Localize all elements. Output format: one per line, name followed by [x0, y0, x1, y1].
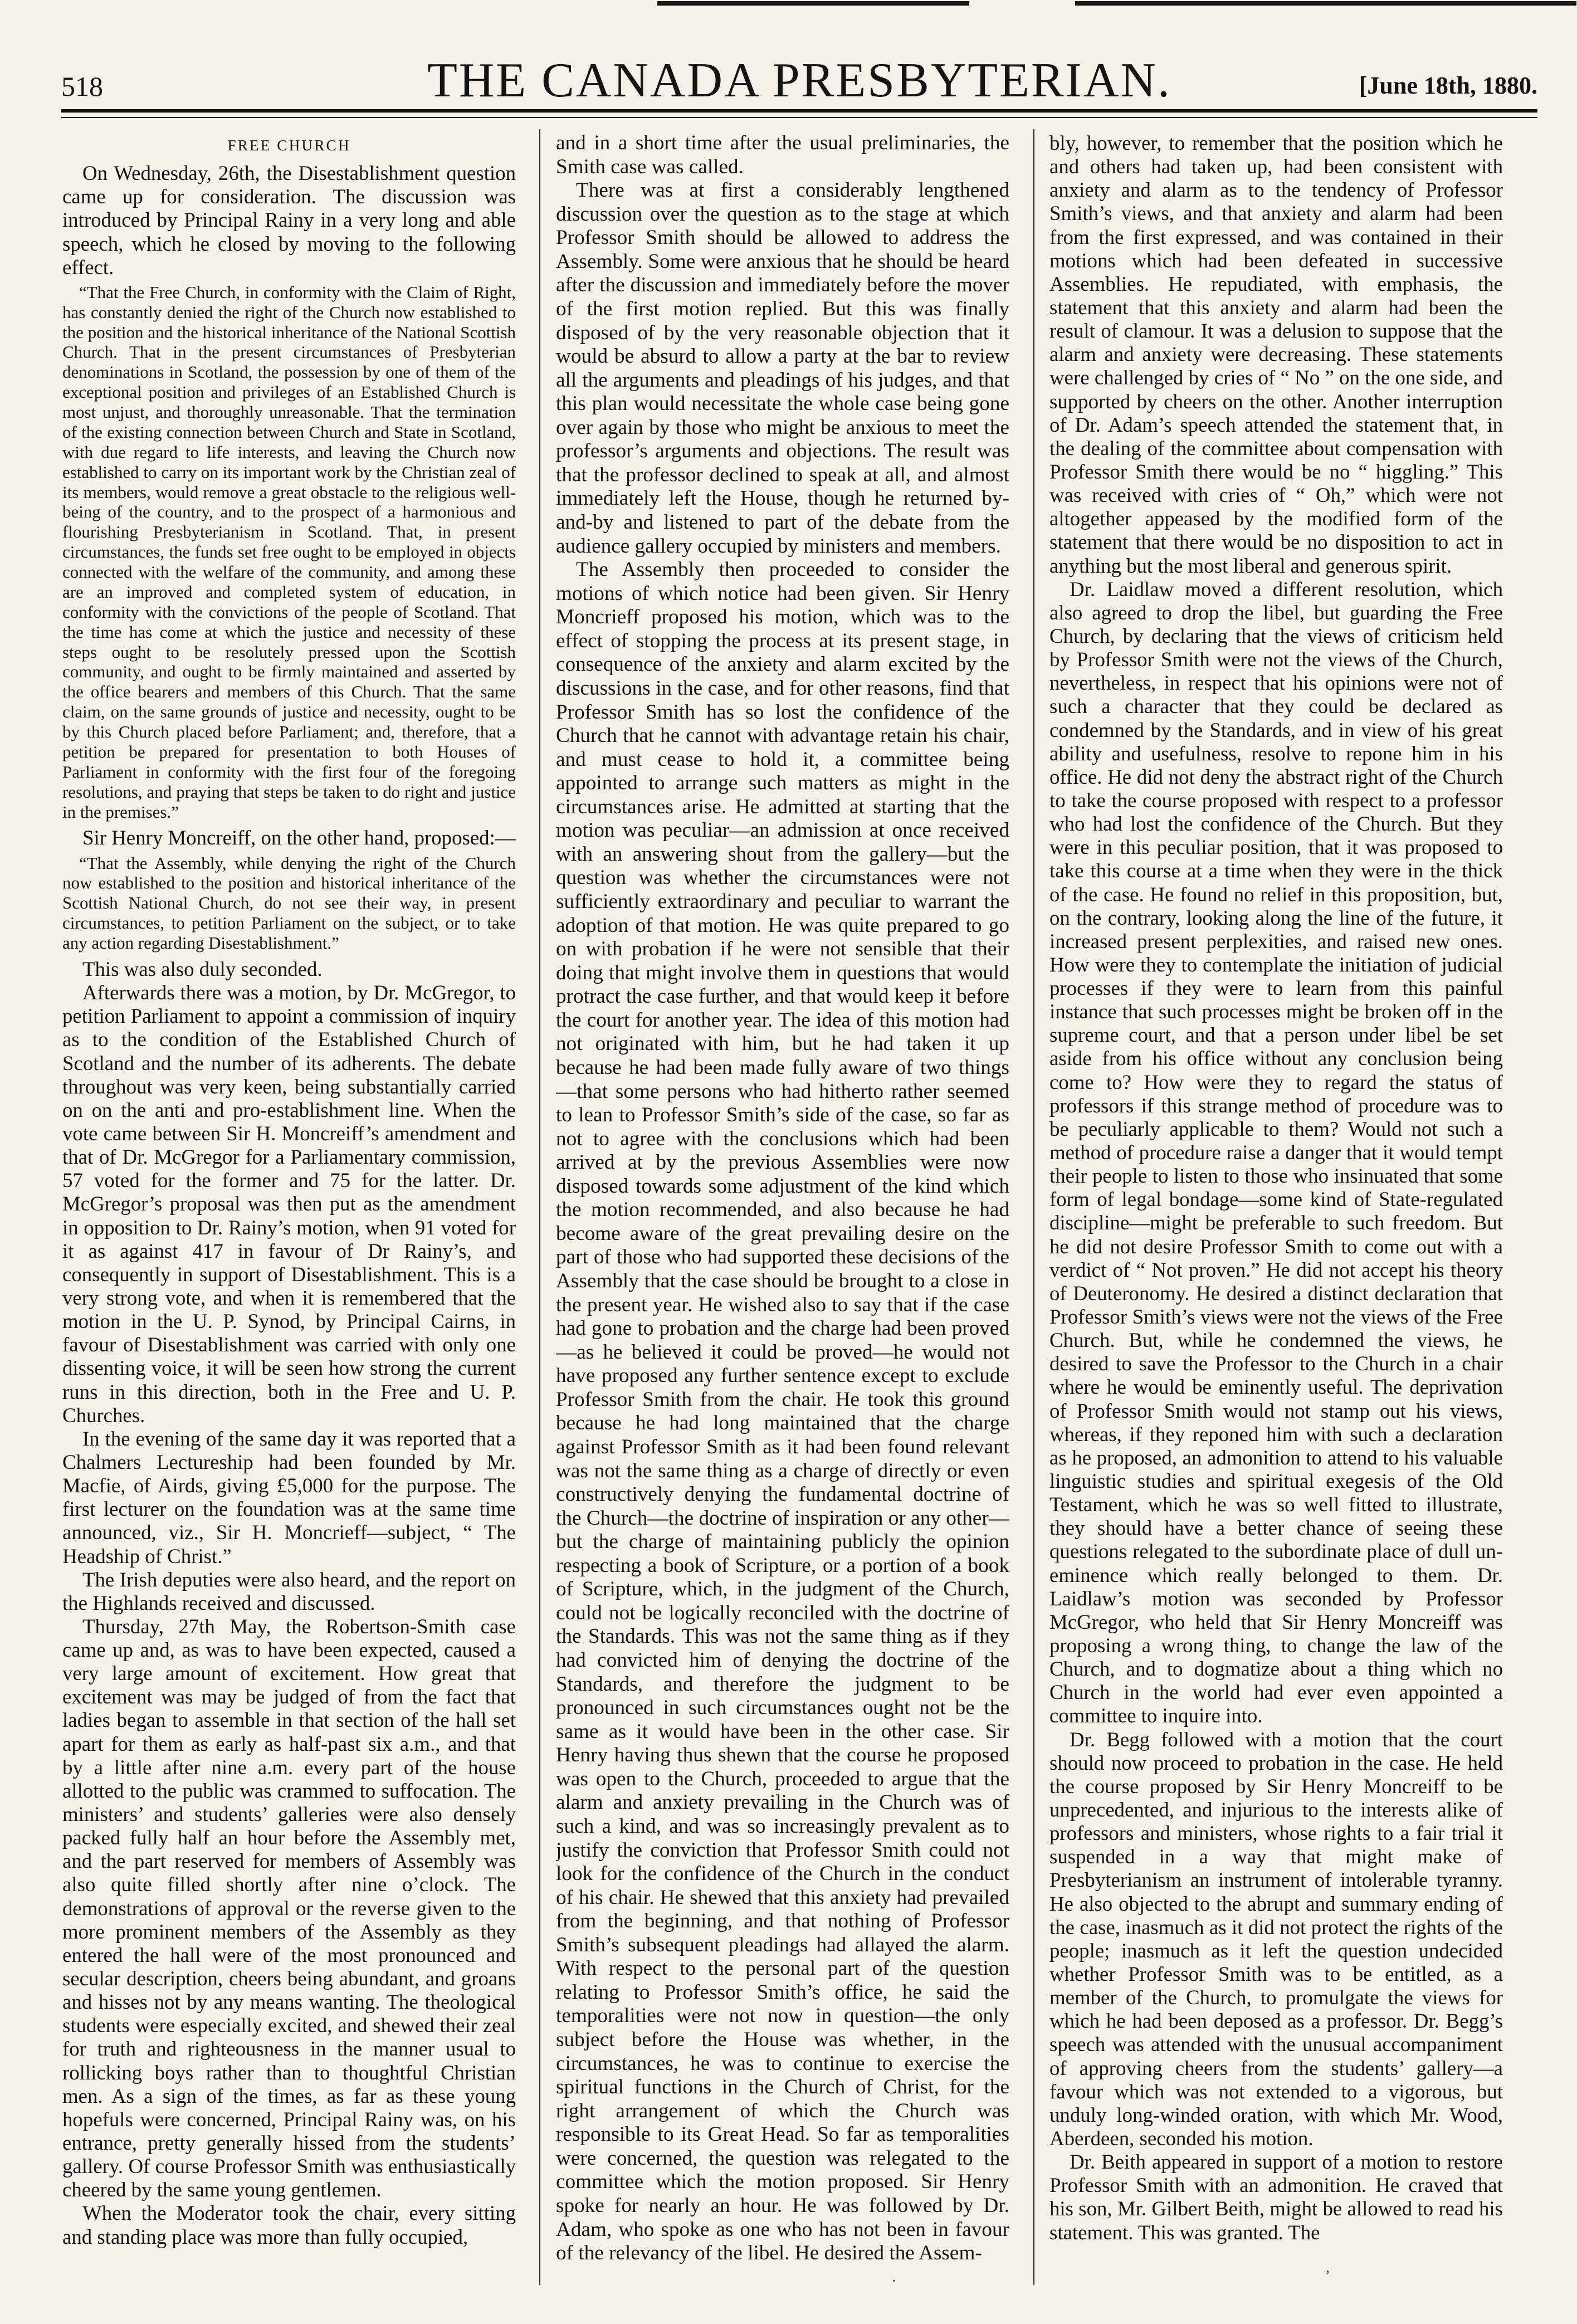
top-edge-mark	[657, 1, 969, 6]
header-rule	[61, 109, 1537, 113]
paragraph: On Wednesday, 26th, the Disestablishment question came up for consideration. The discussion was introduced by Principal Rainy in a very long and able speech, which he closed by moving to the following effect.	[62, 162, 516, 279]
paragraph: bly, however, to remember that the position which he and others had taken up, had been consistent with anxiety and alarm as to the tendency of Professor Smith’s views, and that anxiety and alarm had been from the first expressed, and was contained in their motions which had been defeated in successive Assemblies. He repudiated, with emphasis, the statement that this anxiety and alarm had been the result of clamour. It was a delusion to suppose that the alarm and anxiety were decreasing. These statements were challenged by cries of “ No ” on the one side, and supported by cheers on the other. Another interruption of Dr. Adam’s speech attended the statement that, in the dealing of the committee about compensation with Professor Smith there would be no “ higgling.” This was received with cries of “ Oh,” which were not altogether appeased by the modified form of the statement that there would be no disposition to act in anything but the most liberal and generous spirit.	[1049, 131, 1503, 577]
paragraph: Sir Henry Moncreiff, on the other hand, proposed:—	[82, 826, 516, 849]
top-edge-band	[0, 0, 1577, 9]
page-number: 518	[61, 71, 103, 102]
paragraph: Dr. Beith appeared in support of a motion to restore Professor Smith with an admonition. He craved that his son, Mr. Gilbert Beith, might be allowed to read his statement. This was granted. The	[1049, 2150, 1503, 2244]
issue-date: [June 18th, 1880.	[1359, 72, 1537, 99]
column-divider	[539, 129, 540, 2285]
page-header	[61, 48, 1537, 108]
paragraph: Dr. Laidlaw moved a different resolution, which also agreed to drop the libel, but guarding the Free Church, by declaring that the views of criticism held by Professor Smith were not the views of the Church, nevertheless, in respect that his opinions were not of such a character that they could be declared as condemned by the Standards, and in view of his great ability and usefulness, resolve to repone him in his office. He did not deny the abstract right of the Church to take the course proposed with respect to a professor who had lost the confidence of the Church. But they were in this peculiar position, that it was proposed to take this course at a time when they were in the thick of the case. He found no relief in this proposition, but, on the contrary, looking along the line of the future, it increased present perplexities, and raised new ones. How were they to contemplate the initiation of judicial processes if they were to learn from this painful instance that such processes might be broken off in the supreme court, and that a person under libel be set aside from his office without any conclusion being come to? How were they to regard the status of professors if this strange method of procedure was to be peculiarly applicable to them? Would not such a method of procedure raise a danger that it would tempt their people to listen to those who insinuated that some form of legal bondage—some kind of State-regulated discipline—might be preferable to such freedom. But he did not desire Professor Smith to come out with a verdict of “ Not proven.” He did not accept his theory of Deuteronomy. He desired a distinct declaration that Professor Smith’s views were not the views of the Free Church. But, while he condemned the views, he desired to save the Professor to the Church in a chair where he would be eminently useful. The deprivation of Professor Smith would not stamp out his views, whereas, if they reponed him with such a declaration as he proposed, an admonition to attend to his valuable linguistic studies and spiritual exegesis of the Old Testament, which he was so well fitted to illustrate, they should have a better chance of seeing these questions relegated to the subordinate place of dull un-eminence which really belonged to them. Dr. Laidlaw’s motion was seconded by Professor McGregor, who held that Sir Henry Moncreiff was proposing a wrong thing, to change the law of the Church, and to dogmatize about a thing which no Church in the world had ever even appointed a committee to inquire into.	[1049, 577, 1503, 1727]
article-column-2	[556, 131, 1009, 2298]
article-column-1	[62, 131, 516, 2298]
paragraph: There was at first a considerably lengthened discussion over the question as to the stage at which Professor Smith should be allowed to address the Assembly. Some were anxious that he should be heard after the discussion and immediately before the mover of the first motion replied. But this was finally disposed of by the very reasonable objection that it would be absurd to allow a party at the bar to review all the arguments and pleadings of his judges, and that this plan would necessitate the whole case being gone over again by those who might be anxious to meet the professor’s arguments and objections. The result was that the professor declined to speak at all, and almost immediately left the House, though he returned by-and-by and listened to part of the debate from the audience gallery occupied by ministers and members.	[556, 179, 1009, 558]
header-rule-thin	[61, 117, 1537, 118]
print-speck: ·	[891, 2273, 897, 2290]
column-divider	[1033, 129, 1034, 2285]
paragraph: The Irish deputies were also heard, and the report on the Highlands received and discussed.	[62, 1568, 516, 1614]
paragraph: In the evening of the same day it was reported that a Chalmers Lectureship had been founded by Mr. Macfie, of Airds, giving £5,000 for the purpose. The first lecturer on the foundation was at the same time announced, viz., Sir H. Moncrieff—subject, “ The Headship of Christ.”	[62, 1427, 516, 1568]
paragraph: The Assembly then proceeded to consider the motions of which notice had been given. Sir Henry Moncrieff proposed his motion, which was to the effect of stopping the process at its present stage, in consequence of the anxiety and alarm excited by the discussions in the case, and for other reasons, find that Professor Smith has so lost the confidence of the Church that he cannot with advantage retain his chair, and must cease to hold it, a committee being appointed to arrange such matters as might in the circumstances arise. He admitted at starting that the motion was peculiar—an admission at once received with an answering shout from the gallery—but the question was whether the circumstances were not sufficiently extraordinary and peculiar to warrant the adoption of that motion. He was quite prepared to go on with probation if he were not sensible that their doing that might involve them in questions that would protract the case further, and that would keep it before the court for another year. The idea of this motion had not originated with him, but he had taken it up because he had been made fully aware of two things—that some persons who had hitherto rather seemed to lean to Professor Smith’s side of the case, so far as not to agree with the conclusions which had been arrived at by the previous Assemblies were now disposed towards some adjustment of the kind which the motion recommended, and also because he had become aware of the great prevailing desire on the part of those who had supported these decisions of the Assembly that the case should be brought to a close in the present year. He wished also to say that if the case had gone to probation and the charge had been proved—as he believed it could be proved—he would not have proposed any further sentence except to exclude Professor Smith from the chair. He took this ground because he had long maintained that the charge against Professor Smith as it had been found relevant was not the same thing as a charge of directly or even constructively denying the fundamental doctrine of the Church—the doctrine of inspiration or any other—but the charge of maintaining publicly the opinion respecting a book of Scripture, or a portion of a book of Scripture, which, in the judgment of the Church, could not be logically reconciled with the doctrine of the Standards. This was not the same thing as if they had convicted him of denying the doctrine of the Standards, and therefore the judgment to be pronounced in such circumstances ought not be the same as it would have been in the other case. Sir Henry having thus shewn that the course he proposed was open to the Church, proceeded to argue that the alarm and anxiety prevailing in the Church was of such a kind, and was so increasingly prevalent as to justify the conviction that Professor Smith could not look for the confidence of the Church in the conduct of his chair. He shewed that this anxiety had prevailed from the beginning, and that nothing of Professor Smith’s subsequent pleadings had allayed the alarm. With respect to the personal part of the question relating to Professor Smith’s office, he said the temporalities were not now in question—the only subject before the House was whether, in the circumstances, he was to continue to exercise the spiritual functions in the Church of Christ, for the right arrangement of which the Church was responsible to its Great Head. So far as temporalities were concerned, the question was relegated to the committee which the motion proposed. Sir Henry spoke for nearly an hour. He was followed by Dr. Adam, who spoke as one who has not been in favour of the relevancy of the libel. He desired the Assem-	[556, 558, 1009, 2265]
section-heading: FREE CHURCH	[227, 137, 351, 154]
print-speck: ,	[1326, 2259, 1330, 2276]
paragraph: Thursday, 27th May, the Robertson-Smith case came up and, as was to have been expected, caused a very large amount of excitement. How great that excitement was may be judged of from the fact that ladies began to assemble in that section of the hall set apart for them as early as half-past six a.m., and that by a little after nine a.m. every part of the house allotted to the public was crammed to suffocation. The ministers’ and students’ galleries were also densely packed fully half an hour before the Assembly met, and the part reserved for members of Assembly was also quite filled shortly after nine o’clock. The demonstrations of approval or the reverse given to the more prominent members of the Assembly as they entered the hall were of the most pronounced and secular description, cheers being abundant, and groans and hisses not by any means wanting. The theological students were especially excited, and shewed their zeal for truth and righteousness in the manner usual to rollicking boys rather than to thoughtful Christian men. As a sign of the times, as far as these young hopefuls were concerned, Principal Rainy was, on his entrance, pretty generally hissed from the students’ gallery. Of course Professor Smith was enthusiastically cheered by the same young gentlemen.	[62, 1614, 516, 2201]
paragraph: and in a short time after the usual preliminaries, the Smith case was called.	[556, 131, 1009, 178]
paragraph: When the Moderator took the chair, every sitting and standing place was more than fully occupied,	[62, 2201, 516, 2248]
paragraph: Afterwards there was a motion, by Dr. McGregor, to petition Parliament to appoint a commission of inquiry as to the condition of the Established Church of Scotland and the number of its adherents. The debate throughout was very keen, being substantially carried on on the anti and pro-establishment line. When the vote came between Sir H. Moncreiff’s amendment and that of Dr. McGregor for a Parliamentary commission, 57 voted for the former and 75 for the latter. Dr. McGregor’s proposal was then put as the amendment in opposition to Dr. Rainy’s motion, when 91 voted for it as against 417 in favour of Dr Rainy’s, and consequently in support of Disestablishment. This is a very strong vote, and when it is remembered that the motion in the U. P. Synod, by Principal Cairns, in favour of Disestablishment was carried with only one dissenting voice, it will be seen how strong the current runs in this direction, both in the Free and U. P. Churches.	[62, 981, 516, 1427]
article-column-3	[1049, 131, 1503, 2298]
quoted-resolution: “That the Assembly, while denying the right of the Church now established to the position and historical inheritance of the Scottish National Church, do not see their way, in present circumstances, to petition Parliament on the subject, or to take any action regarding Disestablishment.”	[62, 853, 516, 953]
paragraph: Dr. Begg followed with a motion that the court should now proceed to probation in the case. He held the course proposed by Sir Henry Moncreiff to be unprecedented, and injurious to the interests alike of professors and ministers, whose rights to a fair trial it suspended in a way that might make of Presbyterianism an instrument of intolerable tyranny. He also objected to the abrupt and summary ending of the case, inasmuch as it did not protect the rights of the people; inasmuch as it left the question undecided whether Professor Smith was to be entitled, as a member of the Church, to promulgate the views for which he had been deposed as a professor. Dr. Begg’s speech was attended with the unusual accompaniment of approving cheers from the students’ gallery—a favour which was not extended to a vigorous, but unduly long-winded oration, with which Mr. Wood, Aberdeen, seconded his motion.	[1049, 1727, 1503, 2150]
journal-title: THE CANADA PRESBYTERIAN.	[427, 53, 1171, 108]
top-edge-mark	[1075, 1, 1576, 6]
quoted-resolution: “That the Free Church, in conformity with the Claim of Right, has constantly denied the right of the Church now established to the position and the historical inheritance of the National Scottish Church. That in the present circumstances of Presbyterian denominations in Scotland, the possession by one of them of the exceptional position and privileges of an Established Church is most unjust, and thoroughly unreasonable. That the termination of the existing connection between Church and State in Scotland, with due regard to life interests, and leaving the Church now established to carry on its important work by the Christian zeal of its members, would remove a great obstacle to the religious well-being of the country, and to the prospect of a harmonious and flourishing Presbyterianism in Scotland. That, in present circumstances, the funds set free ought to be employed in objects connected with the welfare of the community, and among these are an improved and completed system of education, in conformity with the convictions of the people of Scotland. That the time has come at which the justice and necessity of these steps ought to be resolutely pressed upon the Scottish community, and ought to be firmly maintained and asserted by the office bearers and members of this Church. That the same claim, on the same grounds of justice and necessity, ought to be by this Church placed before Parliament; and, therefore, that a petition be prepared for presentation to both Houses of Parliament in conformity with the first four of the foregoing resolutions, and praying that steps be taken to do right and justice in the premises.”	[62, 282, 516, 822]
paragraph: This was also duly seconded.	[82, 957, 323, 980]
